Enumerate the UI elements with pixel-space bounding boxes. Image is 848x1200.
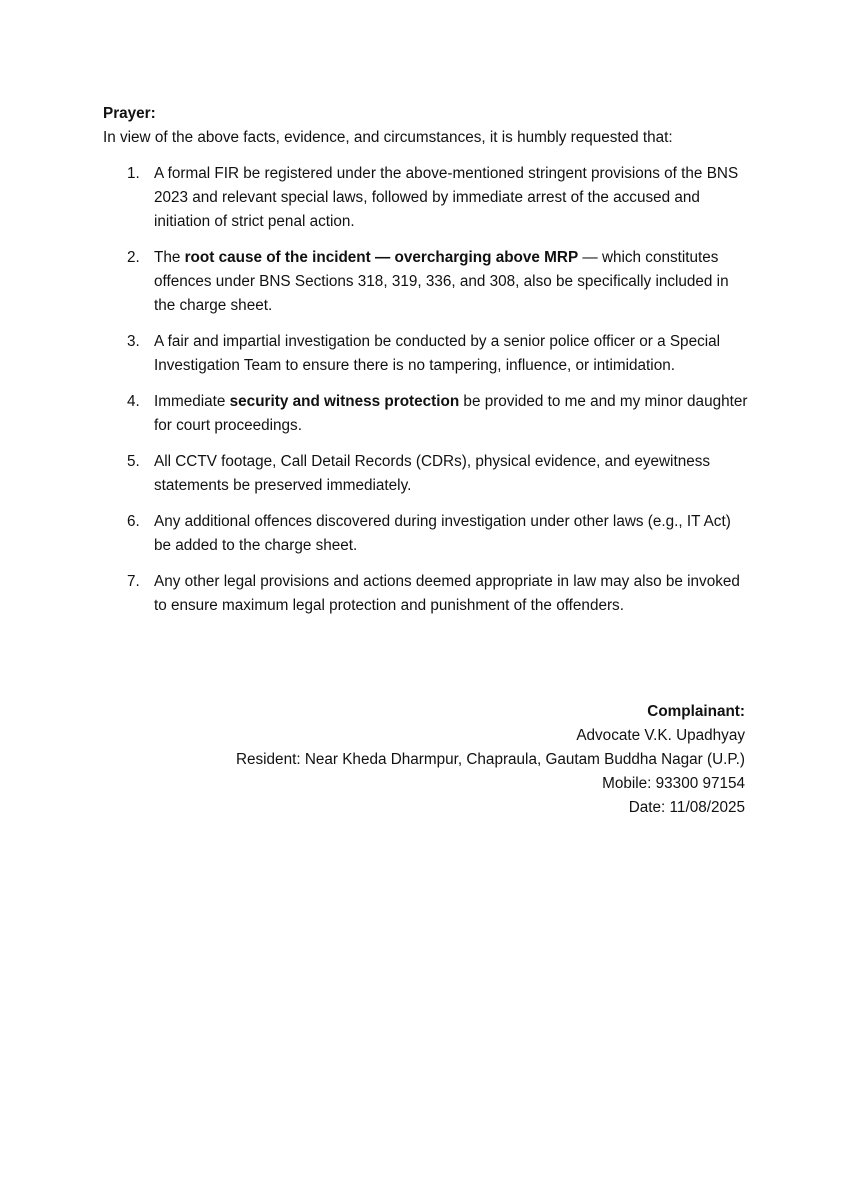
- item-number: 1.: [127, 165, 140, 182]
- list-item: [103, 570, 749, 618]
- prayer-intro: In view of the above facts, evidence, and circumstances, it is humbly requested that:: [103, 129, 673, 146]
- item-text: Immediate: [154, 393, 230, 410]
- list-item: [103, 162, 749, 234]
- list-item: [103, 246, 749, 318]
- item-text: A fair and impartial investigation be conducted by a senior police officer or a Special Investigation Team to ensure there is no tampering, influence, or intimidation.: [154, 333, 721, 374]
- complainant-name: Advocate V.K. Upadhyay: [576, 727, 745, 744]
- list-item: [103, 390, 749, 438]
- prayer-section: [103, 102, 763, 630]
- item-number: 3.: [127, 333, 140, 350]
- complainant-heading: Complainant:: [647, 703, 745, 720]
- item-text: Any additional offences discovered during investigation under other laws (e.g., IT Act) be added to the charge sheet.: [154, 513, 731, 554]
- complainant-date: Date: 11/08/2025: [628, 799, 745, 816]
- complainant-mobile: Mobile: 93300 97154: [602, 775, 745, 792]
- item-text-continued: be provided to me and my minor daughter for court proceedings.: [154, 393, 748, 434]
- item-bold-text: security and witness protection: [229, 393, 460, 410]
- item-bold-text: root cause of the incident — overcharging above MRP: [184, 249, 579, 266]
- item-number: 5.: [127, 453, 140, 470]
- item-number: 6.: [127, 513, 140, 530]
- prayer-list: [103, 162, 763, 618]
- list-item: [103, 330, 749, 378]
- item-text: Any other legal provisions and actions deemed appropriate in law may also be invoked to ensure maximum legal protection and punishment of the offenders.: [154, 573, 740, 614]
- item-text: A formal FIR be registered under the above-mentioned stringent provisions of the BNS 2023 and relevant special laws, followed by immediate arrest of the accused and initiation of strict penal action.: [154, 165, 739, 230]
- list-item: [103, 510, 749, 558]
- complainant-residence: Resident: Near Kheda Dharmpur, Chapraula, Gautam Buddha Nagar (U.P.): [235, 751, 745, 768]
- list-item: [103, 450, 749, 498]
- item-text: The: [154, 249, 185, 266]
- item-text: All CCTV footage, Call Detail Records (CDRs), physical evidence, and eyewitness statements be preserved immediately.: [154, 453, 711, 494]
- item-number: 4.: [127, 393, 140, 410]
- complainant-block: [236, 700, 745, 820]
- item-text-continued: — which constitutes offences under BNS Sections 318, 319, 336, and 308, also be specifically included in the charge sheet.: [154, 249, 729, 314]
- item-number: 7.: [127, 573, 140, 590]
- prayer-heading: Prayer:: [103, 105, 156, 122]
- item-number: 2.: [127, 249, 140, 266]
